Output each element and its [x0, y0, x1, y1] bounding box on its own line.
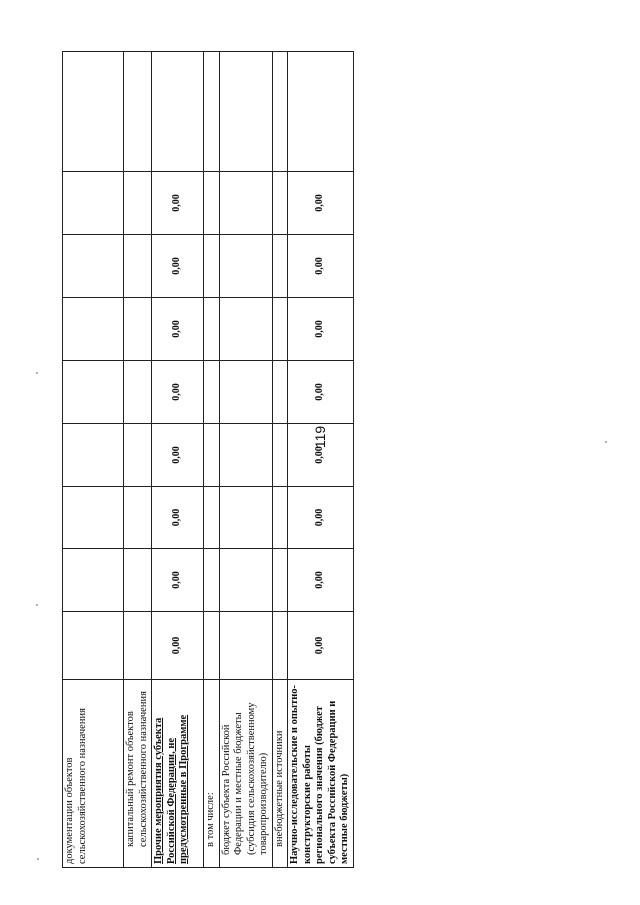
- value-cell: 0,00: [288, 172, 354, 235]
- table-row: [288, 52, 354, 868]
- value-cell: [219, 424, 272, 487]
- row-label: Научно-исследовательские и опытно-конструкторские работы регионального значения (бюджет субъекта Российской Федерации и местные бюджеты): [288, 680, 354, 868]
- value-cell: 0,00: [288, 487, 354, 549]
- value-cell: 0,00: [288, 549, 354, 612]
- value-cell: 0,00: [152, 487, 204, 549]
- blank-cell: [272, 52, 288, 172]
- blank-cell: [219, 52, 272, 172]
- blank-cell: [124, 52, 152, 172]
- scan-speck: [605, 441, 607, 443]
- value-cell: [272, 487, 288, 549]
- value-cell: [124, 361, 152, 424]
- value-cell: 0,00: [288, 612, 354, 680]
- value-cell: [204, 298, 220, 361]
- budget-table: [62, 51, 354, 868]
- value-cell: [63, 612, 124, 680]
- blank-cell: [204, 52, 220, 172]
- value-cell: [219, 235, 272, 298]
- value-cell: [272, 424, 288, 487]
- budget-table-container: [62, 52, 350, 868]
- value-cell: [63, 361, 124, 424]
- value-cell: [272, 172, 288, 235]
- row-label: внебюджетные источники: [272, 680, 288, 868]
- value-cell: 0,00: [152, 424, 204, 487]
- value-cell: [272, 235, 288, 298]
- value-cell: 0,00: [152, 298, 204, 361]
- value-cell: [63, 549, 124, 612]
- value-cell: [124, 172, 152, 235]
- value-cell: [219, 612, 272, 680]
- table-row: [219, 52, 272, 868]
- value-cell: [124, 549, 152, 612]
- value-cell: [272, 549, 288, 612]
- value-cell: [63, 172, 124, 235]
- row-label: капитальный ремонт объектов сельскохозяйственного назначения: [124, 680, 152, 868]
- scan-speck: [37, 858, 39, 860]
- value-cell: [219, 298, 272, 361]
- value-cell: [63, 424, 124, 487]
- value-cell: [63, 235, 124, 298]
- value-cell: [124, 235, 152, 298]
- table-row: [124, 52, 152, 868]
- value-cell: 0,00: [288, 424, 354, 487]
- value-cell: [124, 612, 152, 680]
- value-cell: [204, 612, 220, 680]
- value-cell: 0,00: [152, 612, 204, 680]
- value-cell: [272, 361, 288, 424]
- value-cell: [124, 298, 152, 361]
- value-cell: 0,00: [152, 361, 204, 424]
- value-cell: 0,00: [288, 235, 354, 298]
- value-cell: [219, 549, 272, 612]
- value-cell: [219, 172, 272, 235]
- value-cell: [63, 487, 124, 549]
- value-cell: 0,00: [152, 172, 204, 235]
- value-cell: 0,00: [288, 361, 354, 424]
- blank-cell: [152, 52, 204, 172]
- value-cell: [204, 361, 220, 424]
- value-cell: [204, 424, 220, 487]
- blank-cell: [288, 52, 354, 172]
- value-cell: [272, 612, 288, 680]
- value-cell: [63, 298, 124, 361]
- table-row: [272, 52, 288, 868]
- value-cell: 0,00: [152, 235, 204, 298]
- page-number: 119: [312, 425, 328, 449]
- value-cell: [204, 172, 220, 235]
- row-label: документации объектов сельскохозяйственного назначения: [63, 680, 124, 868]
- value-cell: [124, 424, 152, 487]
- blank-cell: [63, 52, 124, 172]
- table-row: [63, 52, 124, 868]
- row-label: Прочие мероприятия субъекта Российской Федерации, не предусмотренные в Программе: [152, 680, 204, 868]
- value-cell: [219, 487, 272, 549]
- scan-speck: [36, 604, 38, 606]
- value-cell: 0,00: [152, 549, 204, 612]
- value-cell: [219, 361, 272, 424]
- table-row: [152, 52, 204, 868]
- value-cell: 0,00: [288, 298, 354, 361]
- value-cell: [204, 549, 220, 612]
- value-cell: [124, 487, 152, 549]
- value-cell: [204, 487, 220, 549]
- value-cell: [272, 298, 288, 361]
- row-label: бюджет субъекта Российской Федерации и местные бюджеты (субсидия сельскохозяйственному товаропроизводителю): [219, 680, 272, 868]
- table-row: [204, 52, 220, 868]
- value-cell: [204, 235, 220, 298]
- scan-speck: [36, 372, 38, 374]
- row-label: в том числе:: [204, 680, 220, 868]
